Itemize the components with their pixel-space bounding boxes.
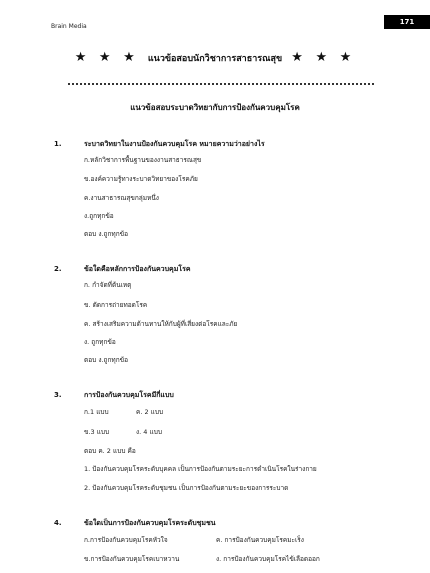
- option: ง.ถูกทุกข้อ: [84, 212, 114, 220]
- option: ข.องค์ความรู้ทางระบาดวิทยาของโรคภัย: [84, 175, 198, 183]
- page-title-text: แนวข้อสอบนักวิชาการสาธารณสุข: [147, 53, 283, 64]
- option: ก.1 แบบ: [84, 408, 109, 416]
- publisher-name: Brain Media: [51, 23, 87, 30]
- option: ค. 2 แบบ: [136, 408, 164, 416]
- option: ค. การป้องกันควบคุมโรคมะเร็ง: [216, 536, 304, 544]
- question-text: ระบาดวิทยาในงานป้องกันควบคุมโรค หมายความว่าอย่างไร: [84, 140, 265, 148]
- option: ข.การป้องกันควบคุมโรคเบาหวาน: [84, 555, 180, 563]
- option: ก. กำจัดที่ต้นเหตุ: [84, 281, 132, 289]
- question-text: การป้องกันควบคุมโรคมีกี่แบบ: [84, 391, 174, 399]
- option: ง. ถูกทุกข้อ: [84, 338, 116, 346]
- page-number-badge: 171: [384, 15, 430, 29]
- option: ค. สร้างเสริมความต้านทานให้กับผู้ที่เสี่ยงต่อโรคและภัย: [84, 320, 238, 328]
- question-text: ข้อใดเป็นการป้องกันควบคุมโรคระดับชุมชน: [84, 519, 216, 527]
- page-header: [0, 0, 430, 34]
- option: ข. ตัดการถ่ายทอดโรค: [84, 301, 148, 309]
- question-number: 4.: [54, 519, 62, 527]
- section-title: แนวข้อสอบระบาดวิทยากับการป้องกันควบคุมโรค: [130, 103, 300, 112]
- explanation: 2. ป้องกันควบคุมโรคระดับชุมชน เป็นการป้องกันตามระยะของการระบาด: [84, 484, 289, 492]
- option: ง. 4 แบบ: [136, 428, 162, 436]
- option: ค.งานสาธารณสุขกลุ่มหนึ่ง: [84, 194, 159, 202]
- option: ข.3 แบบ: [84, 428, 110, 436]
- option: ง. การป้องกันควบคุมโรคไข้เลือดออก: [216, 555, 320, 563]
- dotted-divider: [68, 83, 374, 85]
- answer: ตอบ ค. 2 แบบ คือ: [84, 447, 136, 455]
- page-title: [0, 50, 430, 65]
- question-text: ข้อใดคือหลักการป้องกันควบคุมโรค: [84, 265, 191, 273]
- option: ก.การป้องกันควบคุมโรคหัวใจ: [84, 536, 168, 544]
- answer: ตอบ ง.ถูกทุกข้อ: [84, 356, 128, 364]
- explanation: 1. ป้องกันควบคุมโรคระดับบุคคล เป็นการป้องกันตามระยะการดำเนินโรคในร่างกาย: [84, 465, 317, 473]
- star-icon-group-left: ★ ★ ★: [74, 50, 139, 65]
- question-number: 1.: [54, 140, 62, 148]
- option: ก.หลักวิชาการพื้นฐานของงานสาธารณสุข: [84, 156, 202, 164]
- question-number: 3.: [54, 391, 62, 399]
- question-number: 2.: [54, 265, 62, 273]
- star-icon-group-right: ★ ★ ★: [291, 50, 356, 65]
- answer: ตอบ ง.ถูกทุกข้อ: [84, 230, 128, 238]
